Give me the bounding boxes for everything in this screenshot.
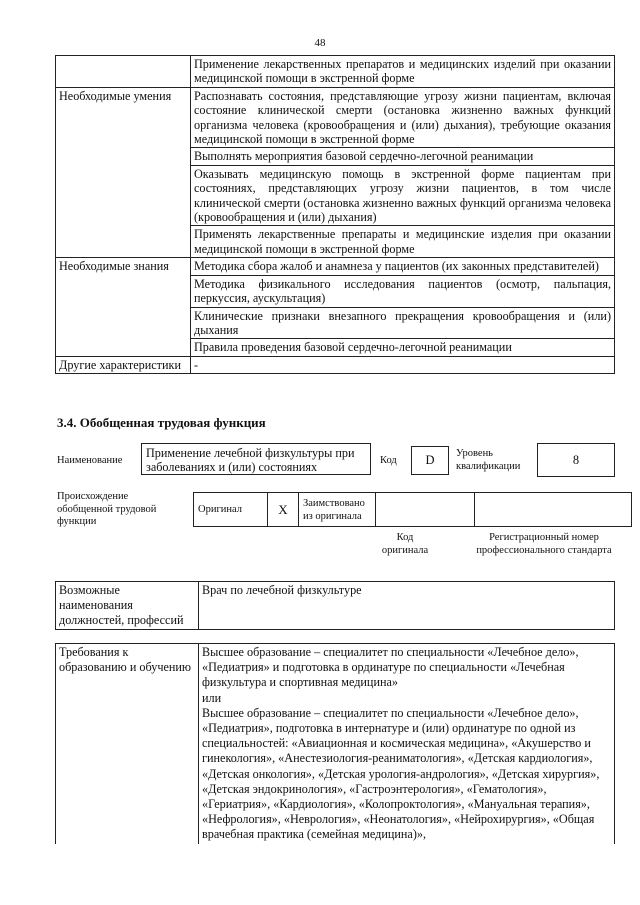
- skills-table: [55, 55, 615, 374]
- level-value: 8: [537, 443, 615, 477]
- requirements-value: [199, 644, 615, 844]
- origin-label: Происхождение обобщенной трудовой функции: [57, 491, 157, 527]
- reg-number-cell: [475, 493, 632, 527]
- knowledge-cell: Правила проведения базовой сердечно-легочной реанимации: [191, 339, 615, 356]
- requirements-para-1: Высшее образование – специалитет по специальности «Лечебное дело», «Педиатрия» и подготовка в ординатуре по специальности «Лечебная физкультура и спортивная медицина»: [202, 645, 579, 690]
- section-title: 3.4. Обобщенная трудовая функция: [57, 415, 266, 430]
- naming-value: Применение лечебной физкультуры при заболеваниях и (или) состояниях: [141, 443, 371, 475]
- skill-cell: Применять лекарственные препараты и медицинские изделия при оказании медицинской помощи в экстренной форме: [191, 226, 615, 258]
- skill-cell: Распознавать состояния, представляющие угрозу жизни пациентам, включая состояние клинической смерти (остановка жизненно важных функций организма человека (кровообращения и (или) дыхания), требующие оказания медицинской помощи в экстренной форме: [191, 87, 615, 148]
- knowledge-cell: Методика физикального исследования пациентов (осмотр, пальпация, перкуссия, аускультация): [191, 275, 615, 307]
- positions-value: Врач по лечебной физкультуре: [199, 582, 615, 630]
- section-label: Необходимые умения: [56, 87, 191, 257]
- level-label: Уровень квалификации: [456, 448, 521, 472]
- code-label: Код: [380, 455, 397, 466]
- knowledge-cell: Клинические признаки внезапного прекращения кровообращения и (или) дыхания: [191, 307, 615, 339]
- skill-cell: Оказывать медицинскую помощь в экстренной форме пациентам при состояниях, представляющих угрозу жизни пациентов, в том числе клинической смерти (остановка жизненно важных функций организма человека (кровообращения и (или) дыхания): [191, 165, 615, 226]
- positions-label: Возможные наименования должностей, профессий: [56, 582, 199, 630]
- requirements-label: Требования к образованию и обучению: [56, 644, 199, 844]
- naming-label: Наименование: [57, 455, 123, 466]
- requirements-para-2: Высшее образование – специалитет по специальности «Лечебное дело», «Педиатрия», подготовка в интернатуре и (или) ординатуре по одной из специальностей: «Авиационная и космическая медицина», «Акушерство и гинекология», «Анестезиология-реаниматология», «Детская кардиология», «Детская онкология», «Детская урология-андрология», «Детская хирургия», «Детская эндокринология», «Гастроэнтерология», «Гематология», «Гериатрия», «Кардиология», «Колопроктология», «Мануальная терапия», «Нефрология», «Неврология», «Неонатология», «Нейрохирургия», «Общая врачебная практика (семейная медицина)»,: [202, 705, 600, 842]
- original-mark: X: [268, 493, 299, 527]
- knowledge-cell: Методика сбора жалоб и анамнеза у пациентов (их законных представителей): [191, 258, 615, 275]
- borrowed-label: Заимствовано из оригинала: [299, 493, 376, 527]
- requirements-or: или: [202, 690, 222, 705]
- empty-head-cell: [56, 56, 191, 88]
- origin-table: [193, 492, 632, 527]
- table-row: [56, 56, 615, 88]
- table-row: [56, 87, 615, 148]
- table-row: [56, 258, 615, 275]
- skill-cell: Выполнять мероприятия базовой сердечно-легочной реанимации: [191, 148, 615, 165]
- other-cell: -: [191, 356, 615, 373]
- table-row: [56, 582, 615, 630]
- skill-cell: Применение лекарственных препаратов и медицинских изделий при оказании медицинской помощи в экстренной форме: [191, 56, 615, 88]
- table-row: [56, 644, 615, 844]
- requirements-table: [55, 643, 615, 844]
- positions-table: [55, 581, 615, 630]
- page-number: 48: [314, 37, 326, 49]
- code-original-cell: [376, 493, 475, 527]
- section-label: Необходимые знания: [56, 258, 191, 356]
- caption-code: Код оригинала: [381, 532, 429, 556]
- table-row: [194, 493, 632, 527]
- original-label: Оригинал: [194, 493, 268, 527]
- section-label: Другие характеристики: [56, 356, 191, 373]
- caption-reg: Регистрационный номер профессионального стандарта: [476, 532, 612, 556]
- code-value: D: [411, 446, 449, 475]
- table-row: [56, 356, 615, 373]
